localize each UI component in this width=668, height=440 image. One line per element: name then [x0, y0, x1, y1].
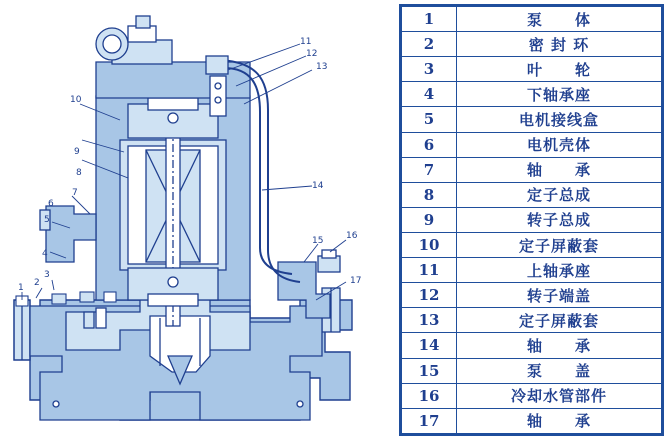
- part-number: 14: [402, 333, 457, 358]
- callout-17: 17: [350, 276, 362, 286]
- callout-12: 12: [306, 49, 318, 59]
- part-label: 上轴承座: [457, 258, 662, 283]
- part-number: 6: [402, 132, 457, 157]
- part-number: 17: [402, 408, 457, 433]
- part-number: 16: [402, 383, 457, 408]
- table-row: [402, 7, 662, 32]
- callout-8: 8: [76, 168, 82, 178]
- table-row: [402, 82, 662, 107]
- callout-7: 7: [72, 188, 78, 198]
- part-label: 电机壳体: [457, 132, 662, 157]
- part-number: 5: [402, 107, 457, 132]
- part-label: 转子总成: [457, 207, 662, 232]
- part-number: 11: [402, 258, 457, 283]
- callout-2: 2: [34, 278, 40, 288]
- part-number: 4: [402, 82, 457, 107]
- part-label: 泵 盖: [457, 358, 662, 383]
- callout-11: 11: [300, 37, 312, 47]
- part-label: 电机接线盒: [457, 107, 662, 132]
- table-row: [402, 358, 662, 383]
- part-label: 密 封 环: [457, 32, 662, 57]
- callout-4: 4: [42, 249, 48, 259]
- parts-legend-table: [399, 4, 664, 436]
- table-row: [402, 333, 662, 358]
- callout-5: 5: [44, 215, 50, 225]
- callout-9: 9: [74, 147, 80, 157]
- part-number: 2: [402, 32, 457, 57]
- table-row: [402, 408, 662, 433]
- part-label: 叶 轮: [457, 57, 662, 82]
- part-number: 10: [402, 232, 457, 257]
- callout-14: 14: [312, 181, 324, 191]
- part-label: 轴 承: [457, 408, 662, 433]
- table-row: [402, 57, 662, 82]
- table-row: [402, 107, 662, 132]
- part-label: 定子屏蔽套: [457, 232, 662, 257]
- part-number: 12: [402, 283, 457, 308]
- part-label: 定子屏蔽套: [457, 308, 662, 333]
- part-number: 8: [402, 182, 457, 207]
- callout-6: 6: [48, 199, 54, 209]
- part-number: 13: [402, 308, 457, 333]
- callout-1: 1: [18, 283, 24, 293]
- part-label: 转子端盖: [457, 283, 662, 308]
- table-row: [402, 383, 662, 408]
- table-row: [402, 232, 662, 257]
- part-label: 定子总成: [457, 182, 662, 207]
- part-number: 9: [402, 207, 457, 232]
- callout-16: 16: [346, 231, 358, 241]
- part-label: 下轴承座: [457, 82, 662, 107]
- table-row: [402, 207, 662, 232]
- part-label: 泵 体: [457, 7, 662, 32]
- part-label: 轴 承: [457, 333, 662, 358]
- part-number: 1: [402, 7, 457, 32]
- table-row: [402, 32, 662, 57]
- callout-10: 10: [70, 95, 82, 105]
- callout-15: 15: [312, 236, 324, 246]
- part-number: 7: [402, 157, 457, 182]
- callout-3: 3: [44, 270, 50, 280]
- part-number: 15: [402, 358, 457, 383]
- table-row: [402, 132, 662, 157]
- table-row: [402, 308, 662, 333]
- table-row: [402, 283, 662, 308]
- part-label: 轴 承: [457, 157, 662, 182]
- part-number: 3: [402, 57, 457, 82]
- table-row: [402, 157, 662, 182]
- table-row: [402, 258, 662, 283]
- callout-13: 13: [316, 62, 328, 72]
- part-label: 冷却水管部件: [457, 383, 662, 408]
- table-row: [402, 182, 662, 207]
